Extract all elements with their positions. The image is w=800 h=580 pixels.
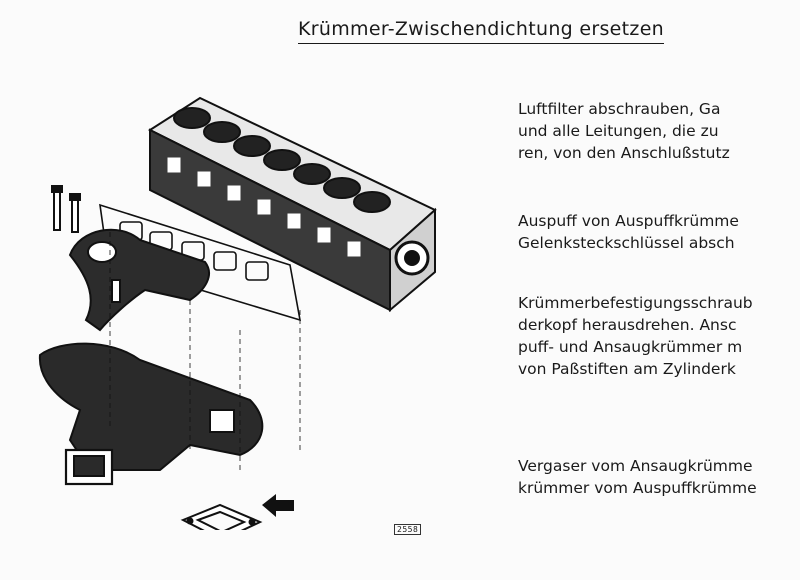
text-line: puff- und Ansaugkrümmer m [518, 338, 743, 356]
paragraph-2 [518, 210, 800, 254]
text-line: Krümmerbefestigungsschraub [518, 294, 753, 312]
text-line: krümmer vom Auspuffkrümme [518, 479, 757, 497]
arrow-icon [262, 494, 294, 517]
page-title: Krümmer-Zwischendichtung ersetzen [298, 18, 664, 44]
text-line: ren, von den Anschlußstutz [518, 144, 730, 162]
text-line: derkopf herausdrehen. Ansc [518, 316, 737, 334]
intake-manifold-drawing [40, 344, 262, 484]
text-line: und alle Leitungen, die zu [518, 122, 719, 140]
paragraph-4 [518, 455, 800, 499]
text-line: von Paßstiften am Zylinderk [518, 360, 736, 378]
text-line: Luftfilter abschrauben, Ga [518, 100, 721, 118]
exhaust-manifold-drawing [70, 230, 209, 330]
figure-stamp: 2558 [394, 524, 421, 535]
bolts-drawing [52, 186, 80, 232]
flange-gasket-drawing [183, 505, 260, 530]
exploded-manifold-illustration [30, 80, 450, 530]
text-line: Vergaser vom Ansaugkrümme [518, 457, 753, 475]
text-line: Gelenksteckschlüssel absch [518, 234, 735, 252]
paragraph-1 [518, 98, 800, 164]
text-line: Auspuff von Auspuffkrümme [518, 212, 739, 230]
paragraph-3 [518, 292, 800, 380]
